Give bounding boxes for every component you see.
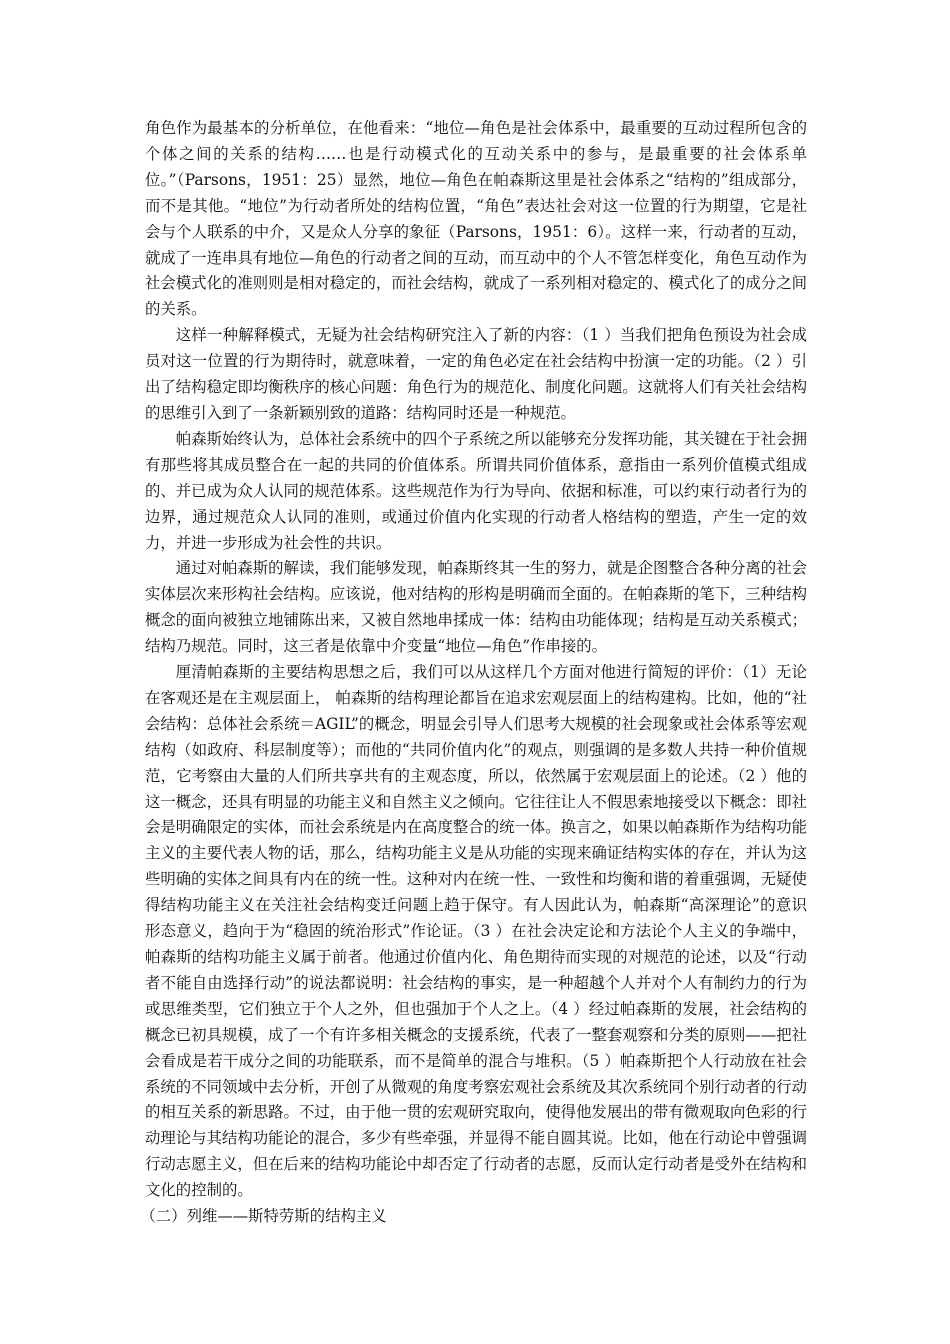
section-heading: （二）列维——斯特劳斯的结构主义	[140, 1207, 387, 1226]
document-page	[140, 116, 807, 1230]
paragraph-interpretation-model: 这样一种解释模式，无疑为社会结构研究注入了新的内容：（1 ）当我们把角色预设为社会成员对这一位置的行为期待时，就意味着，一定的角色必定在社会结构中扮演一定的功能。（2 ）引出了结构稳定即均衡秩序的核心问题：角色行为的规范化、制度化问题。这就将人们有关社会结构的思维引入到了一条新颖别致的道路：结构同时还是一种规范。	[145, 326, 807, 422]
paragraph-evaluation: 厘清帕森斯的主要结构思想之后，我们可以从这样几个方面对他进行简短的评价：（1）无论在客观还是在主观层面上， 帕森斯的结构理论都旨在追求宏观层面上的结构建构。比如，他的“社会结构：总体社会系统＝AGIL”的概念，明显会引导人们思考大规模的社会现象或社会体系等宏观结构（如政府、科层制度等）；而他的“共同价值内化”的观点，则强调的是多数人共持一种价值规范，它考察由大量的人们所共享共有的主观态度，所以，依然属于宏观层面上的论述。（2 ）他的这一概念，还具有明显的功能主义和自然主义之倾向。它往往让人不假思索地接受以下概念：即社会是明确限定的实体，而社会系统是内在高度整合的统一体。换言之，如果以帕森斯作为结构功能主义的主要代表人物的话，那么，结构功能主义是从功能的实现来确证结构实体的存在，并认为这些明确的实体之间具有内在的统一性。这种对内在统一性、一致性和均衡和谐的着重强调，无疑使得结构功能主义在关注社会结构变迁问题上趋于保守。有人因此认为，帕森斯“高深理论”的意识形态意义，趋向于为“稳固的统治形式”作论证。（3 ）在社会决定论和方法论个人主义的争端中，帕森斯的结构功能主义属于前者。他通过价值内化、角色期待而实现的对规范的论述，以及“行动者不能自由选择行动”的说法都说明：社会结构的事实，是一种超越个人并对个人有制约力的行为或思维类型，它们独立于个人之外，但也强加于个人之上。（4 ）经过帕森斯的发展，社会结构的概念已初具规模，成了一个有许多相关概念的支援系统，代表了一整套观察和分类的原则——把社会看成是若干成分之间的功能联系，而不是简单的混合与堆积。（5 ）帕森斯把个人行动放在社会系统的不同领域中去分析，开创了从微观的角度考察宏观社会系统及其次系统同个别行动者的行动的相互关系的新思路。不过，由于他一贯的宏观研究取向，使得他发展出的带有微观取向色彩的行动理论与其结构功能论的混合，多少有些牵强，并显得不能自圆其说。比如，他在行动论中曾强调行动志愿主义，但在后来的结构功能论中却否定了行动者的志愿，反而认定行动者是受外在结构和文化的控制的。	[145, 663, 807, 1200]
paragraph-parsons-reading: 通过对帕森斯的解读，我们能够发现，帕森斯终其一生的努力，就是企图整合各种分离的社会实体层次来形构社会结构。应该说，他对结构的形构是明确而全面的。在帕森斯的笔下，三种结构概念的面向被独立地铺陈出来，又被自然地串揉成一体：结构由功能体现；结构是互动关系模式；结构乃规范。同时，这三者是依靠中介变量“地位—角色”作串接的。	[145, 559, 807, 656]
paragraph-role-analysis: 角色作为最基本的分析单位，在他看来：“地位—角色是社会体系中，最重要的互动过程所包含的个体之间的关系的结构……也是行动模式化的互动关系中的参与，是最重要的社会体系单位。”（Parsons，1951：25）显然，地位—角色在帕森斯这里是社会体系之“结构的”组成部分，而不是其他。“地位”为行动者所处的结构位置，“角色”表达社会对这一位置的行为期望，它是社会与个人联系的中介，又是众人分享的象征（Parsons，1951：6）。这样一来，行动者的互动，就成了一连串具有地位—角色的行动者之间的互动，而互动中的个人不管怎样变化，角色互动作为社会模式化的准则则是相对稳定的，而社会结构，就成了一系列相对稳定的、模式化了的成分之间的关系。	[145, 119, 807, 319]
paragraph-common-value-system: 帕森斯始终认为，总体社会系统中的四个子系统之所以能够充分发挥功能，其关键在于社会拥有那些将其成员整合在一起的共同的价值体系。所谓共同价值体系，意指由一系列价值模式组成的、并已成为众人认同的规范体系。这些规范作为行为导向、依据和标准，可以约束行动者行为的边界，通过规范众人认同的准则，或通过价值内化实现的行动者人格结构的塑造，产生一定的效力，并进一步形成为社会性的共识。	[145, 429, 807, 552]
